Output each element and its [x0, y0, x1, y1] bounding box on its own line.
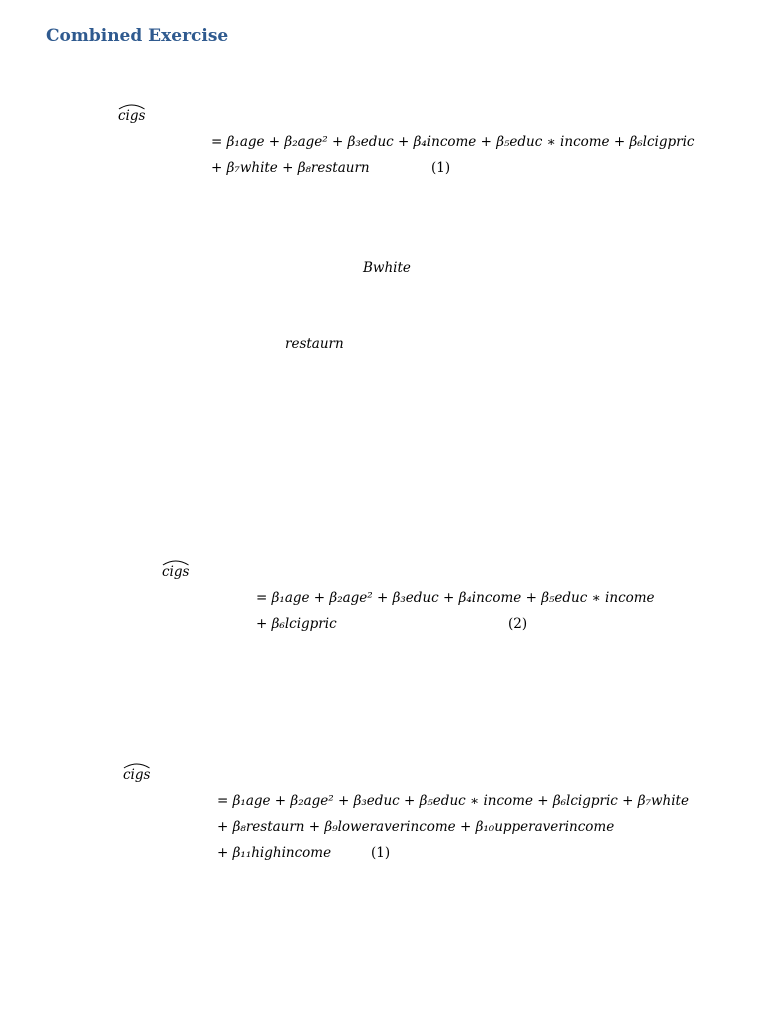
eq2-lhs-text: cigs: [162, 564, 190, 580]
eq1-line2: + β₇white + β₈restaurn: [211, 160, 370, 176]
eq1-number: (1): [431, 160, 451, 176]
eq2-number: (2): [508, 616, 528, 632]
eq3-line2: + β₈restaurn + β₉loweraverincome + β₁₀upperaverincome: [217, 819, 615, 835]
eq1-line1: = β₁age + β₂age² + β₃educ + β₄income + β₅educ ∗ income + β₆lcigpric: [211, 134, 695, 150]
eq1-lhs-text: cigs: [118, 108, 146, 124]
eq3-line1: = β₁age + β₂age² + β₃educ + β₅educ ∗ income + β₆lcigpric + β₇white: [217, 793, 689, 809]
eq3-number: (1): [371, 845, 391, 861]
section-heading: Combined Exercise: [46, 26, 229, 46]
hat-accent-icon: [118, 101, 145, 111]
eq1-lhs: [118, 110, 145, 124]
eq2-lhs: [162, 566, 189, 580]
eq3-line3: + β₁₁highincome: [217, 845, 332, 861]
hat-accent-icon: [162, 557, 189, 567]
eq3-lhs-text: cigs: [123, 767, 151, 783]
eq2-line2: + β₆lcigpric: [256, 616, 337, 632]
hat-accent-icon: [123, 760, 150, 770]
term-bwhite: Bwhite: [363, 260, 411, 276]
eq3-lhs: [123, 769, 150, 783]
eq2-line1: = β₁age + β₂age² + β₃educ + β₄income + β₅educ ∗ income: [256, 590, 655, 606]
term-restaurn: restaurn: [285, 336, 344, 352]
